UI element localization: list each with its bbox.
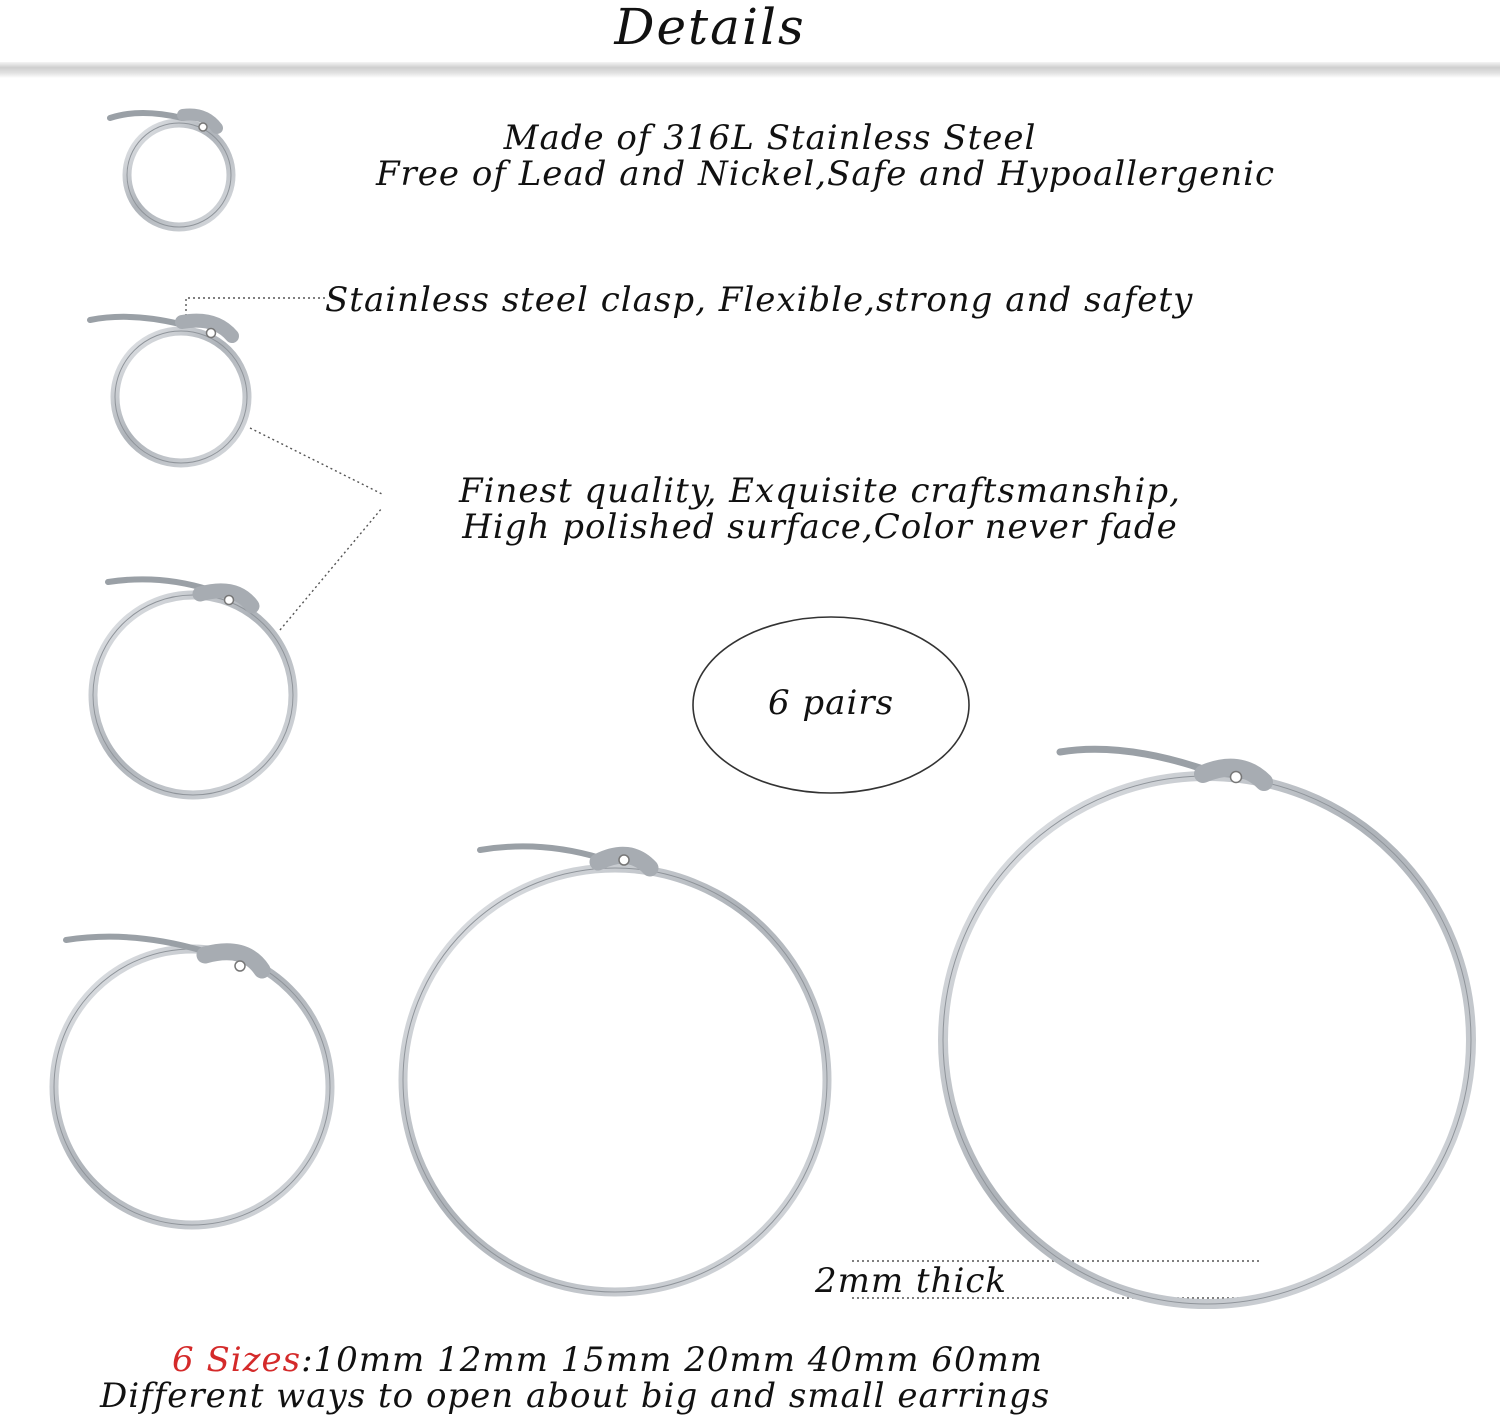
quality-line-2: High polished surface,Color never fade [462,507,1178,547]
sizes-line [172,1340,1044,1380]
hoop-20mm [54,937,330,1225]
quality-line-1: Finest quality, Exquisite craftsmanship, [459,471,1181,511]
thickness-label: 2mm thick [815,1261,1007,1301]
page-title: Details [614,0,806,56]
sizes-prefix: 6 Sizes [172,1340,302,1380]
quantity-badge-text: 6 pairs [767,683,895,723]
sizes-note: Different ways to open about big and small earrings [100,1376,1051,1416]
sizes-list: :10mm 12mm 15mm 20mm 40mm 60mm [301,1340,1044,1380]
material-line-2: Free of Lead and Nickel,Safe and Hypoallergenic [375,154,1276,194]
hoop-60mm [943,749,1471,1304]
hoop-10mm [110,113,231,227]
hoop-12mm [90,317,247,463]
hoop-40mm [403,846,827,1292]
clasp-feature: Stainless steel clasp, Flexible,strong and safety [325,280,1194,320]
hoop-15mm [93,579,293,795]
material-line-1: Made of 316L Stainless Steel [503,118,1037,158]
